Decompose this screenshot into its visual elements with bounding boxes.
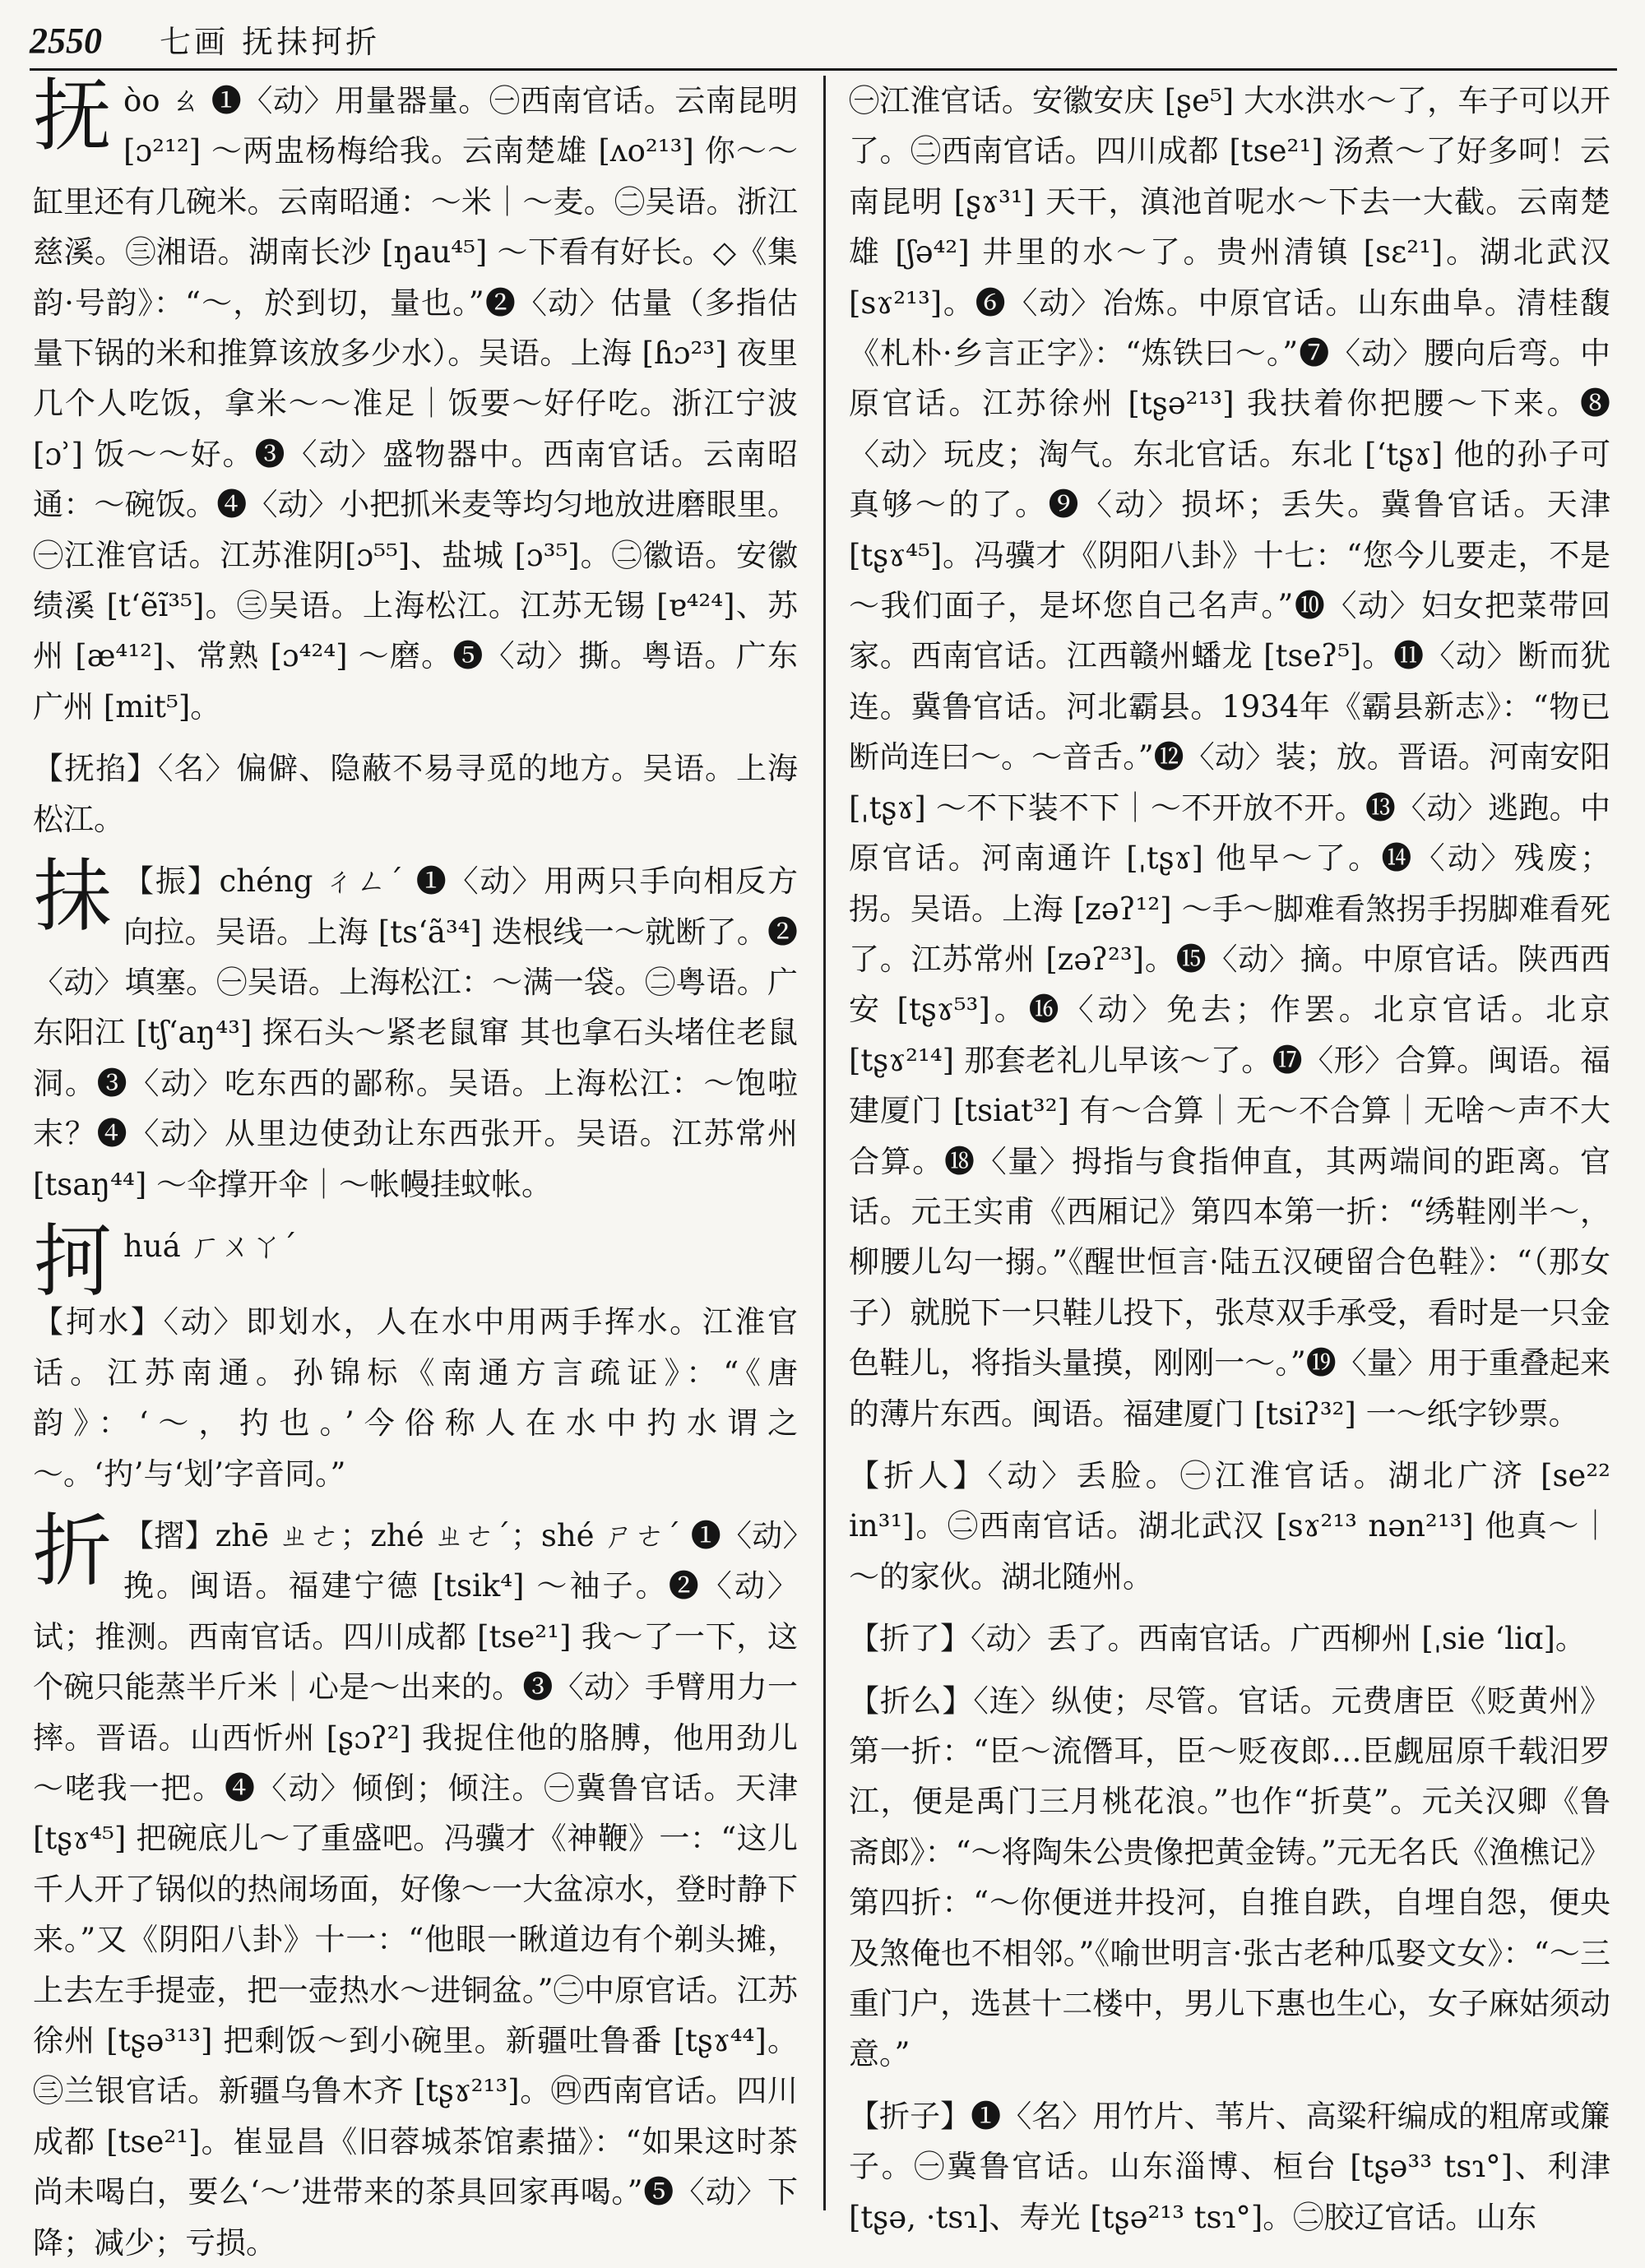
entry-continuation [849,76,1610,1439]
headword: 抚 [33,70,112,162]
entry-text: 【抲水】〈动〉即划水，人在水中用两手挥水。江淮官话。江苏南通。孙锦标《南通方言疏证》：“《唐韵》：‘～，扚也。’今俗称人在水中扚水谓之～。‘扚’与‘划’字音同。” [33,1304,798,1492]
entry-text: 【抚掐】〈名〉偏僻、隐蔽不易寻觅的地方。吴语。上海松江。 [33,751,798,837]
sub-entry [849,1613,1610,1664]
entry-cheng [33,850,798,1210]
running-head: 七画 抚抺抲折 [160,24,381,60]
entry-text: 【摺】zhē ㄓㄜ；zhé ㄓㄜˊ；shé ㄕㄜˊ ❶〈动〉挽。闽语。福建宁德 [tsik⁴] ～袖子。❷〈动〉试；推测。西南官话。四川成都 [tse²¹] 我～了一下，这个碗只能蒸半斤米｜心是～出来的。❸〈动〉手臂用力一摔。晋语。山西忻州 [ʂɔʔ²] 我捉住他的胳膊，他用劲儿～咾我一把。❹〈动〉倾倒；倾注。㊀冀鲁官话。天津 [tʂɤ⁴⁵] 把碗底儿～了重盛吧。冯骥才《神鞭》一：“这儿千人开了锅似的热闹场面，好像～一大盆凉水，登时静下来。”又《阴阳八卦》十一：“他眼一瞅道边有个剃头摊，上去左手提壶，把一壶热水～进铜盆。”㊁中原官话。江苏徐州 [tʂə³¹³] 把剩饭～到小碗里。新疆吐鲁番 [tʂɤ⁴⁴]。㊂兰银官话。新疆乌鲁木齐 [tʂɤ²¹³]。㊃西南官话。四川成都 [tse²¹]。崔显昌《旧蓉城茶馆素描》：“如果这时茶尚未喝白，要么‘～’进带来的茶具回家再喝。”❺〈动〉下降；减少；亏损。 [33,1517,798,2261]
left-column [33,70,798,2261]
page-number: 2550 [30,21,102,61]
entry-hua [33,1215,798,1308]
running-header [30,12,1617,71]
right-column [849,76,1610,2235]
entry-text: 【折了】〈动〉丢了。西南官话。广西柳州 [ˌsie ʻliɑ]。 [849,1621,1586,1657]
entry-wu [33,70,798,732]
entry-text: huá ㄏㄨㄚˊ [123,1228,297,1264]
entry-text: 【折么】〈连〉纵使；尽管。官话。元费唐臣《贬黄州》第一折：“臣～流僭耳，臣～贬夜郎…臣觑屈原千载汨罗江，便是禹门三月桃花浪。”也作“折莫”。元关汉卿《鲁斋郎》：“～将陶朱公贵像把黄金铸。”元无名氏《渔樵记》第四折：“～你便迸井投河，自推自跌，自埋自怨，便央及煞俺也不相邻。”《喻世明言·张古老种瓜娶文女》：“～三重门户，选甚十二楼中，男儿下惠也生心，女子麻姑须动意。” [849,1682,1610,2072]
column-divider [823,76,826,2210]
sub-entry [849,1451,1610,1602]
headword: 抺 [33,850,112,943]
entry-text: 【振】chéng ㄔㄥˊ ❶〈动〉用两只手向相反方向拉。吴语。上海 [tsʻã³⁴] 迭根线一～就断了。❷〈动〉填塞。㊀吴语。上海松江：～满一袋。㊁粤语。广东阳江 [tʃʻaŋ⁴³] 探石头～紧老鼠窜 其也拿石头堵住老鼠洞。❸〈动〉吃东西的鄙称。吴语。上海松江：～饱啦末？❹〈动〉从里边使劲让东西张开。吴语。江苏常州 [tsaŋ⁴⁴] ～伞撑开伞｜～帐幔挂蚊帐。 [33,863,798,1202]
sub-entry [849,2091,1610,2243]
headword: 抲 [33,1215,112,1308]
entry-text: ㊀江淮官话。安徽安庆 [ʂe⁵] 大水洪水～了，车子可以开了。㊁西南官话。四川成都 [tse²¹] 汤煮～了好多呵！云南昆明 [ʂɤ³¹] 天干，滇池首呢水～下去一大截。云南楚雄 [ʃə⁴²] 井里的水～了。贵州清镇 [sɛ²¹]。湖北武汉 [sɤ²¹³]。❻〈动〉冶炼。中原官话。山东曲阜。清桂馥《札朴·乡言正字》：“炼铁曰～。”❼〈动〉腰向后弯。中原官话。江苏徐州 [tʂə²¹³] 我扶着你把腰～下来。❽〈动〉玩皮；淘气。东北官话。东北 [ʻtʂɤ] 他的孙子可真够～的了。❾〈动〉损坏；丢失。冀鲁官话。天津 [tʂɤ⁴⁵]。冯骥才《阴阳八卦》十七：“您今儿要走，不是～我们面子，是坏您自己名声。”❿〈动〉妇女把菜带回家。西南官话。江西赣州蟠龙 [tseʔ⁵]。⓫〈动〉断而犹连。冀鲁官话。河北霸县。1934年《霸县新志》：“物已断尚连曰～。～音舌。”⓬〈动〉装；放。晋语。河南安阳 [ˌtʂɤ] ～不下装不下｜～不开放不开。⓭〈动〉逃跑。中原官话。河南通许 [ˌtʂɤ] 他早～了。⓮〈动〉残废；拐。吴语。上海 [zəʔ¹²] ～手～脚难看煞拐手拐脚难看死了。江苏常州 [zəʔ²³]。⓯〈动〉摘。中原官话。陕西西安 [tʂɤ⁵³]。⓰〈动〉免去；作罢。北京官话。北京 [tʂɤ²¹⁴] 那套老礼儿早该～了。⓱〈形〉合算。闽语。福建厦门 [tsiat³²] 有～合算｜无～不合算｜无啥～声不大合算。⓲〈量〉拇指与食指伸直，其两端间的距离。官话。元王实甫《西厢记》第四本第一折：“绣鞋刚半～，柳腰儿勾一搦。”《醒世恒言·陆五汉硬留合色鞋》：“（那女子）就脱下一只鞋儿投下，张荩双手承受，看时是一只金色鞋儿，将指头量摸，刚刚一～。”⓳〈量〉用于重叠起来的薄片东西。闽语。福建厦门 [tsiʔ³²] 一～纸字钞票。 [849,83,1610,1432]
sub-entry [33,1297,798,1499]
headword: 折 [33,1504,112,1597]
entry-text: 【折子】❶〈名〉用竹片、苇片、高粱秆编成的粗席或簾子。㊀冀鲁官话。山东淄博、桓台 [tʂə³³ tsɿ°]、利津 [tʂə, ·tsɿ]、寿光 [tʂə²¹³ tsɿ°]。㊁胶辽官话。山东 [849,2098,1610,2235]
entry-text: òo ㄠ ❶〈动〉用量器量。㊀西南官话。云南昆明[ɔ²¹²] ～两盅杨梅给我。云南楚雄 [ʌo²¹³] 你～～缸里还有几碗米。云南昭通：～米｜～麦。㊁吴语。浙江慈溪。㊂湘语。湖南长沙 [ŋau⁴⁵] ～下看有好长。◇《集韵·号韵》：“～，於到切，量也。”❷〈动〉估量（多指估量下锅的米和推算该放多少水）。吴语。上海 [ɦɔ²³] 夜里几个人吃饭，拿米～～准足｜饭要～好仔吃。浙江宁波 [ɔʾ] 饭～～好。❸〈动〉盛物器中。西南官话。云南昭通：～碗饭。❹〈动〉小把抓米麦等均匀地放进磨眼里。㊀江淮官话。江苏淮阴[ɔ⁵⁵]、盐城 [ɔ³⁵]。㊁徽语。安徽绩溪 [tʻẽĩ³⁵]。㊂吴语。上海松江。江苏无锡 [ɐ⁴²⁴]、苏州 [æ⁴¹²]、常熟 [ɔ⁴²⁴] ～磨。❺〈动〉撕。粤语。广东广州 [mit⁵]。 [33,83,798,724]
entry-zhe [33,1504,798,2268]
sub-entry [33,743,798,845]
entry-text: 【折人】〈动〉丢脸。㊀江淮官话。湖北广济 [se²² in³¹]。㊁西南官话。湖北武汉 [sɤ²¹³ nən²¹³] 他真～｜～的家伙。湖北随州。 [849,1457,1610,1595]
sub-entry [849,1676,1610,2080]
